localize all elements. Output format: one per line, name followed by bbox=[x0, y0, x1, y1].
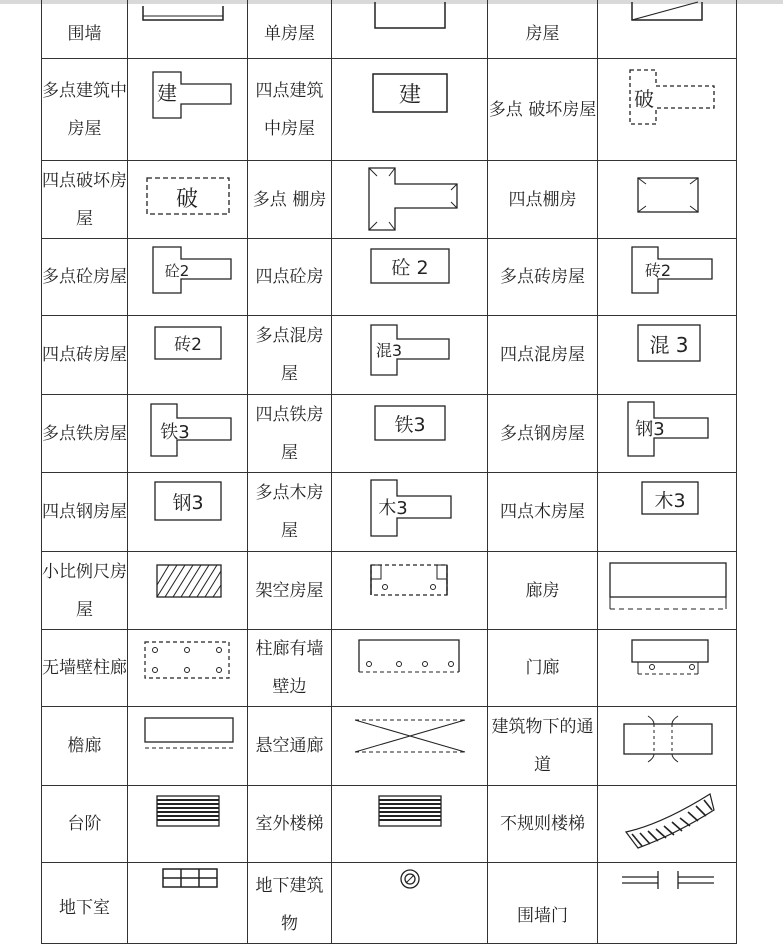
table-row bbox=[42, 161, 737, 239]
symbol-label: 不规则楼梯 bbox=[488, 786, 598, 863]
symbol-label: 多点木房屋 bbox=[248, 473, 332, 552]
symbol-label: 围墙门 bbox=[488, 863, 598, 944]
svg-text:混3: 混3 bbox=[375, 341, 402, 360]
symbol-label: 围墙 bbox=[42, 0, 128, 59]
small-scale-house-symbol bbox=[128, 552, 248, 630]
table-row bbox=[42, 0, 737, 59]
svg-text:破: 破 bbox=[175, 186, 198, 212]
symbol-label: 小比例尺房屋 bbox=[42, 552, 128, 630]
table-row bbox=[42, 59, 737, 161]
multi-point-brick-house-symbol bbox=[598, 239, 737, 316]
svg-text:钢3: 钢3 bbox=[635, 418, 665, 440]
symbol-label: 檐廊 bbox=[42, 707, 128, 786]
svg-text:木3: 木3 bbox=[654, 490, 686, 512]
symbol-label: 廊房 bbox=[488, 552, 598, 630]
svg-text:砖2: 砖2 bbox=[644, 261, 672, 280]
symbol-label: 多点 棚房 bbox=[248, 161, 332, 239]
svg-text:建: 建 bbox=[156, 80, 177, 105]
table-row bbox=[42, 863, 737, 944]
symbol-label: 多点 破坏房屋 bbox=[488, 59, 598, 161]
four-point-damaged-house-symbol bbox=[128, 161, 248, 239]
symbol-label: 室外楼梯 bbox=[248, 786, 332, 863]
symbol-label: 四点铁房屋 bbox=[248, 395, 332, 473]
suspended-corridor-symbol bbox=[332, 707, 488, 786]
symbol-label: 多点钢房屋 bbox=[488, 395, 598, 473]
svg-text:砖2: 砖2 bbox=[173, 335, 202, 355]
symbol-label: 门廊 bbox=[488, 630, 598, 707]
wall-gate-symbol bbox=[598, 863, 737, 944]
symbol-label: 四点混房屋 bbox=[488, 316, 598, 395]
symbol-label: 柱廊有墙壁边 bbox=[248, 630, 332, 707]
table-row bbox=[42, 395, 737, 473]
svg-text:砼 2: 砼 2 bbox=[390, 257, 429, 279]
map-symbol-legend-table bbox=[41, 0, 737, 944]
symbol-label: 多点铁房屋 bbox=[42, 395, 128, 473]
symbol-label: 四点破坏房屋 bbox=[42, 161, 128, 239]
irregular-stairs-symbol bbox=[598, 786, 737, 863]
walled-colonnade-symbol bbox=[332, 630, 488, 707]
symbol-label: 四点木房屋 bbox=[488, 473, 598, 552]
four-point-iron-house-symbol bbox=[332, 395, 488, 473]
svg-text:铁3: 铁3 bbox=[159, 421, 190, 443]
wall-less-colonnade-symbol bbox=[128, 630, 248, 707]
symbol-label: 多点砼房屋 bbox=[42, 239, 128, 316]
symbol-label: 台阶 bbox=[42, 786, 128, 863]
symbol-label: 地下室 bbox=[42, 863, 128, 944]
four-point-shed-symbol bbox=[598, 161, 737, 239]
symbol-label: 单房屋 bbox=[248, 0, 332, 59]
symbol-label: 悬空通廊 bbox=[248, 707, 332, 786]
symbol-label: 四点砼房 bbox=[248, 239, 332, 316]
four-point-concrete-house-symbol bbox=[332, 239, 488, 316]
steps-symbol bbox=[128, 786, 248, 863]
four-point-mixed-house-symbol bbox=[598, 316, 737, 395]
table-row bbox=[42, 630, 737, 707]
elevated-house-symbol bbox=[332, 552, 488, 630]
table-row bbox=[42, 239, 737, 316]
svg-text:破: 破 bbox=[634, 86, 654, 111]
single-house-symbol bbox=[332, 0, 488, 59]
symbol-label: 房屋 bbox=[488, 0, 598, 59]
table-row bbox=[42, 473, 737, 552]
svg-text:钢3: 钢3 bbox=[171, 492, 204, 514]
symbol-label: 多点建筑中房屋 bbox=[42, 59, 128, 161]
table-row bbox=[42, 316, 737, 395]
multi-point-building-under-construction-symbol bbox=[128, 59, 248, 161]
symbol-label: 无墙壁柱廊 bbox=[42, 630, 128, 707]
four-point-brick-house-symbol bbox=[128, 316, 248, 395]
symbol-label: 四点砖房屋 bbox=[42, 316, 128, 395]
eaves-corridor-symbol bbox=[128, 707, 248, 786]
building-underpass-symbol bbox=[598, 707, 737, 786]
symbol-label: 多点混房屋 bbox=[248, 316, 332, 395]
enclosure-wall-symbol bbox=[128, 0, 248, 59]
four-point-steel-house-symbol bbox=[128, 473, 248, 552]
symbol-label: 地下建筑物 bbox=[248, 863, 332, 944]
symbol-label: 四点建筑中房屋 bbox=[248, 59, 332, 161]
basement-symbol bbox=[128, 863, 248, 944]
porch-symbol bbox=[598, 630, 737, 707]
multi-point-steel-house-symbol bbox=[598, 395, 737, 473]
svg-text:木3: 木3 bbox=[377, 498, 408, 519]
house-symbol bbox=[598, 0, 737, 59]
multi-point-wood-house-symbol bbox=[332, 473, 488, 552]
outdoor-stairs-symbol bbox=[332, 786, 488, 863]
table-row bbox=[42, 552, 737, 630]
multi-point-concrete-house-symbol bbox=[128, 239, 248, 316]
four-point-wood-house-symbol bbox=[598, 473, 737, 552]
svg-text:砼2: 砼2 bbox=[164, 262, 189, 280]
symbol-label: 架空房屋 bbox=[248, 552, 332, 630]
symbol-label: 四点钢房屋 bbox=[42, 473, 128, 552]
symbol-label: 建筑物下的通道 bbox=[488, 707, 598, 786]
symbol-label: 四点棚房 bbox=[488, 161, 598, 239]
multi-point-shed-symbol bbox=[332, 161, 488, 239]
table-row bbox=[42, 707, 737, 786]
svg-text:混 3: 混 3 bbox=[649, 333, 689, 357]
corridor-house-symbol bbox=[598, 552, 737, 630]
four-point-building-under-construction-symbol bbox=[332, 59, 488, 161]
symbol-label: 多点砖房屋 bbox=[488, 239, 598, 316]
multi-point-mixed-house-symbol bbox=[332, 316, 488, 395]
underground-building-symbol bbox=[332, 863, 488, 944]
svg-text:建: 建 bbox=[398, 82, 421, 108]
multi-point-iron-house-symbol bbox=[128, 395, 248, 473]
multi-point-damaged-house-symbol bbox=[598, 59, 737, 161]
table-row bbox=[42, 786, 737, 863]
svg-text:铁3: 铁3 bbox=[393, 413, 426, 436]
